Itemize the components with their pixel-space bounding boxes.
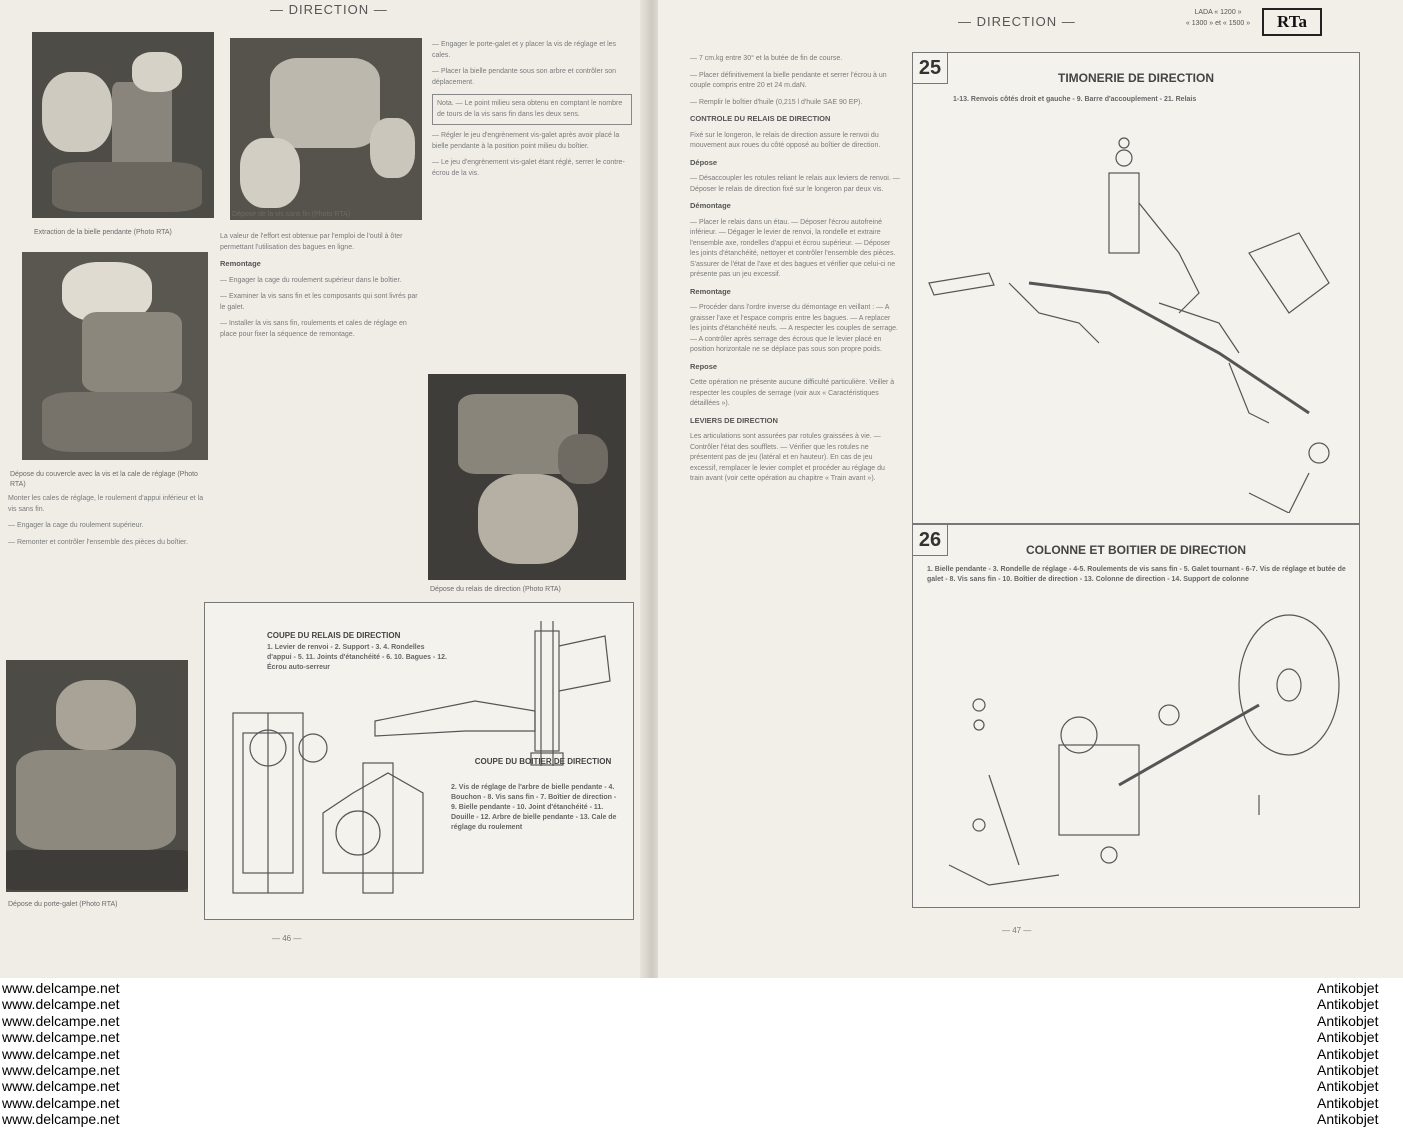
watermark-right-line: Antikobjet [1317,1094,1379,1111]
paragraph: — Engager le porte-galet et y placer la vis de réglage et les cales. [432,41,617,59]
relay-diagram-caption: 1. Levier de renvoi - 2. Support - 3. 4. Rondelles d'appui - 5. 11. Joints d'étanchéité - 6. 10. Bagues - 12. Écrou auto-serreur [267,644,447,671]
steering-linkage-drawing [919,113,1355,513]
photo-bielle-extraction [32,32,214,218]
watermark-right-line: Antikobjet [1317,980,1379,996]
watermark-left-line: www.delcampe.net [2,1094,120,1111]
subheading: Remontage [220,259,261,268]
figure-26-caption: 1. Bielle pendante - 3. Rondelle de réglage - 4-5. Roulements de vis sans fin - 5. Galet tournant - 6-7. Vis de réglage et butée de galet - 8. Vis sans fin - 10. Boîtier de direction - 13. Colonne de direction - 14. Support de colonne [927,566,1346,583]
watermark-right-line: Antikobjet [1317,1111,1379,1128]
left-running-head: — DIRECTION — [270,2,388,17]
steering-box-section-drawing [213,693,433,903]
diagram-box-left [204,602,634,920]
paragraph: Cette opération ne présente aucune difficulté particulière. Veiller à respecter les couples de serrage (voir aux « Caractéristiques détaillées »). [690,379,895,407]
subheading: Remontage [690,286,731,296]
watermark-right-column [1317,980,1378,1128]
box-diagram-title: COUPE DU BOITIER DE DIRECTION [474,757,612,766]
subheading: Démontage [690,201,731,210]
watermark-right-line: Antikobjet [1317,1012,1379,1029]
photo-porte-galet [6,660,188,892]
section-heading: LEVIERS DE DIRECTION [690,415,778,425]
watermark-right-line: Antikobjet [1317,1045,1379,1062]
watermark-left-line: www.delcampe.net [2,1078,120,1095]
paragraph: — Remplir le boîtier d'huile (0,215 l d'huile SAE 90 EP). [690,98,863,106]
caption-photo2: Dépose de la vis sans fin (Photo RTA) [232,211,351,218]
figure-25-title: TIMONERIE DE DIRECTION [1057,71,1214,85]
paragraph: — Le jeu d'engrènement vis-galet étant réglé, serrer le contre-écrou de la vis. [432,159,625,177]
rta-logo: RTa [1262,8,1322,36]
paragraph: — Remonter et contrôler l'ensemble des pièces du boîtier. [8,538,188,546]
paragraph: — 7 cm.kg entre 30° et la butée de fin de course. [690,55,843,62]
caption-photo1: Extraction de la bielle pendante (Photo RTA) [34,229,172,236]
left-page [0,0,648,978]
caption-photo5: Dépose du relais de direction (Photo RTA) [430,586,561,593]
subheading: Repose [690,361,718,371]
paragraph: — Installer la vis sans fin, roulements et cales de réglage en place pour fixer la séquence de remontage. [220,320,407,338]
figure-25-caption: 1-13. Renvois côtés droit et gauche - 9. Barre d'accouplement - 21. Relais [953,96,1197,103]
left-col3-text [432,40,632,185]
photo-relais [428,374,626,580]
paragraph: Fixé sur le longeron, le relais de direction assure le renvoi du mouvement aux roues du côté opposé au boîtier de direction. [690,131,881,149]
paragraph: — Placer le relais dans un étau. — Déposer l'écrou autofreiné inférieur. — Dégager le levier de renvoi, la rondelle et extraire l'ensemble axe, rondelles d'appui et écrou supérieur. — Déposer les joints d'étanchéité, nettoyer et contrôler l'ensemble des pièces. S'assurer de l'état de l'axe et des bagues et vérifier que celui-ci ne présente pas un jeu excessif. [690,218,896,278]
figure-26-box [912,524,1360,908]
model-line1: LADA « 1200 » [1194,9,1242,16]
paragraph: — Placer la bielle pendante sous son arbre et contrôler son déplacement. [432,68,617,86]
paragraph: — Procéder dans l'ordre inverse du démontage en veillant : — A graisser l'axe et l'espace compris entre les bagues. — A replacer les joints d'étanchéité neufs. — A respecter les couples de serrage. — A contrôler après serrage des écrous que le levier placé en position horizontale ne se déplace pas sous son propre poids. [690,304,898,353]
right-page-number: — 47 — [1002,926,1032,935]
right-text-column [690,54,900,491]
watermark-right-line: Antikobjet [1317,996,1379,1013]
caption-photo3: Dépose du couvercle avec la vis et la cale de réglage (Photo RTA) [10,471,198,488]
figure-25-box [912,52,1360,524]
left-page-number: — 46 — [272,934,302,943]
paragraph: — Désaccoupler les rotules reliant le relais aux leviers de renvoi. — Déposer le relais de direction fixé sur le longeron par deux vis. [690,175,900,193]
paragraph: — Engager la cage du roulement supérieur dans le boîtier. [220,276,402,284]
figure-25-number: 25 [913,53,948,84]
watermark-right-line: Antikobjet [1317,1078,1379,1095]
paragraph: Les articulations sont assurées par rotules graissées à vie. — Contrôler l'état des soufflets. — Vérifier que les rotules ne présentent pas de jeu (latéral et en hauteur). En cas de jeu excessif, remplacer le levier complet et procéder au réglage du train avant (voir cette opération au chapitre « Train avant »). [690,433,885,482]
model-label [1178,7,1258,29]
paragraph: Monter les cales de réglage, le roulement d'appui inférieur et la vis sans fin. [8,495,204,513]
figure-26-title: COLONNE ET BOITIER DE DIRECTION [1025,543,1246,557]
subheading: Dépose [690,157,718,167]
box-diagram-caption: 2. Vis de réglage de l'arbre de bielle pendante - 4. Bouchon - 8. Vis sans fin - 7. Boîtier de direction - 9. Bielle pendante - 10. Joint d'étanchéité - 11. Douille - 12. Arbre de bielle pendante - 13. Cale de réglage du roulement [451,784,617,831]
paragraph: — Placer définitivement la bielle pendante et serrer l'écrou à un couple compris entre 20 et 24 m.daN. [690,71,887,89]
relay-diagram-title: COUPE DU RELAIS DE DIRECTION [267,631,401,640]
watermark-left-line: www.delcampe.net [2,1062,120,1079]
watermark-left-line: www.delcampe.net [2,1111,120,1128]
left-col1-text [8,494,204,554]
left-col2-text [220,232,418,346]
watermark-left-line: www.delcampe.net [2,996,120,1013]
watermark-left-line: www.delcampe.net [2,1029,120,1046]
photo-vis-sans-fin [230,38,422,220]
paragraph: — Régler le jeu d'engrènement vis-galet après avoir placé la bielle pendante à la position point milieu du boîtier. [432,132,620,150]
watermark-left-column [2,980,120,1128]
model-line2: « 1300 » et « 1500 » [1185,20,1251,27]
caption-photo4: Dépose du porte-galet (Photo RTA) [8,901,118,908]
watermark-right-line: Antikobjet [1317,1062,1379,1079]
watermark-right-line: Antikobjet [1317,1029,1379,1046]
steering-column-drawing [919,605,1355,905]
watermark-left-line: www.delcampe.net [2,1012,120,1029]
watermark-left-line: www.delcampe.net [2,1045,120,1062]
figure-26-number: 26 [913,525,948,556]
note-box: Nota. — Le point milieu sera obtenu en comptant le nombre de tours de la vis sans fin dans les deux sens. [432,94,632,125]
paragraph: — Engager la cage du roulement supérieur. [8,522,144,529]
paragraph: La valeur de l'effort est obtenue par l'emploi de l'outil à ôter permettant l'utilisation des bagues en ligne. [220,233,403,251]
paragraph: — Examiner la vis sans fin et les composants qui sont livrés par le galet. [220,293,418,311]
section-heading: CONTROLE DU RELAIS DE DIRECTION [690,114,831,123]
watermark-left-line: www.delcampe.net [2,980,120,996]
right-running-head: — DIRECTION — [958,14,1076,29]
photo-couvercle [22,252,208,460]
